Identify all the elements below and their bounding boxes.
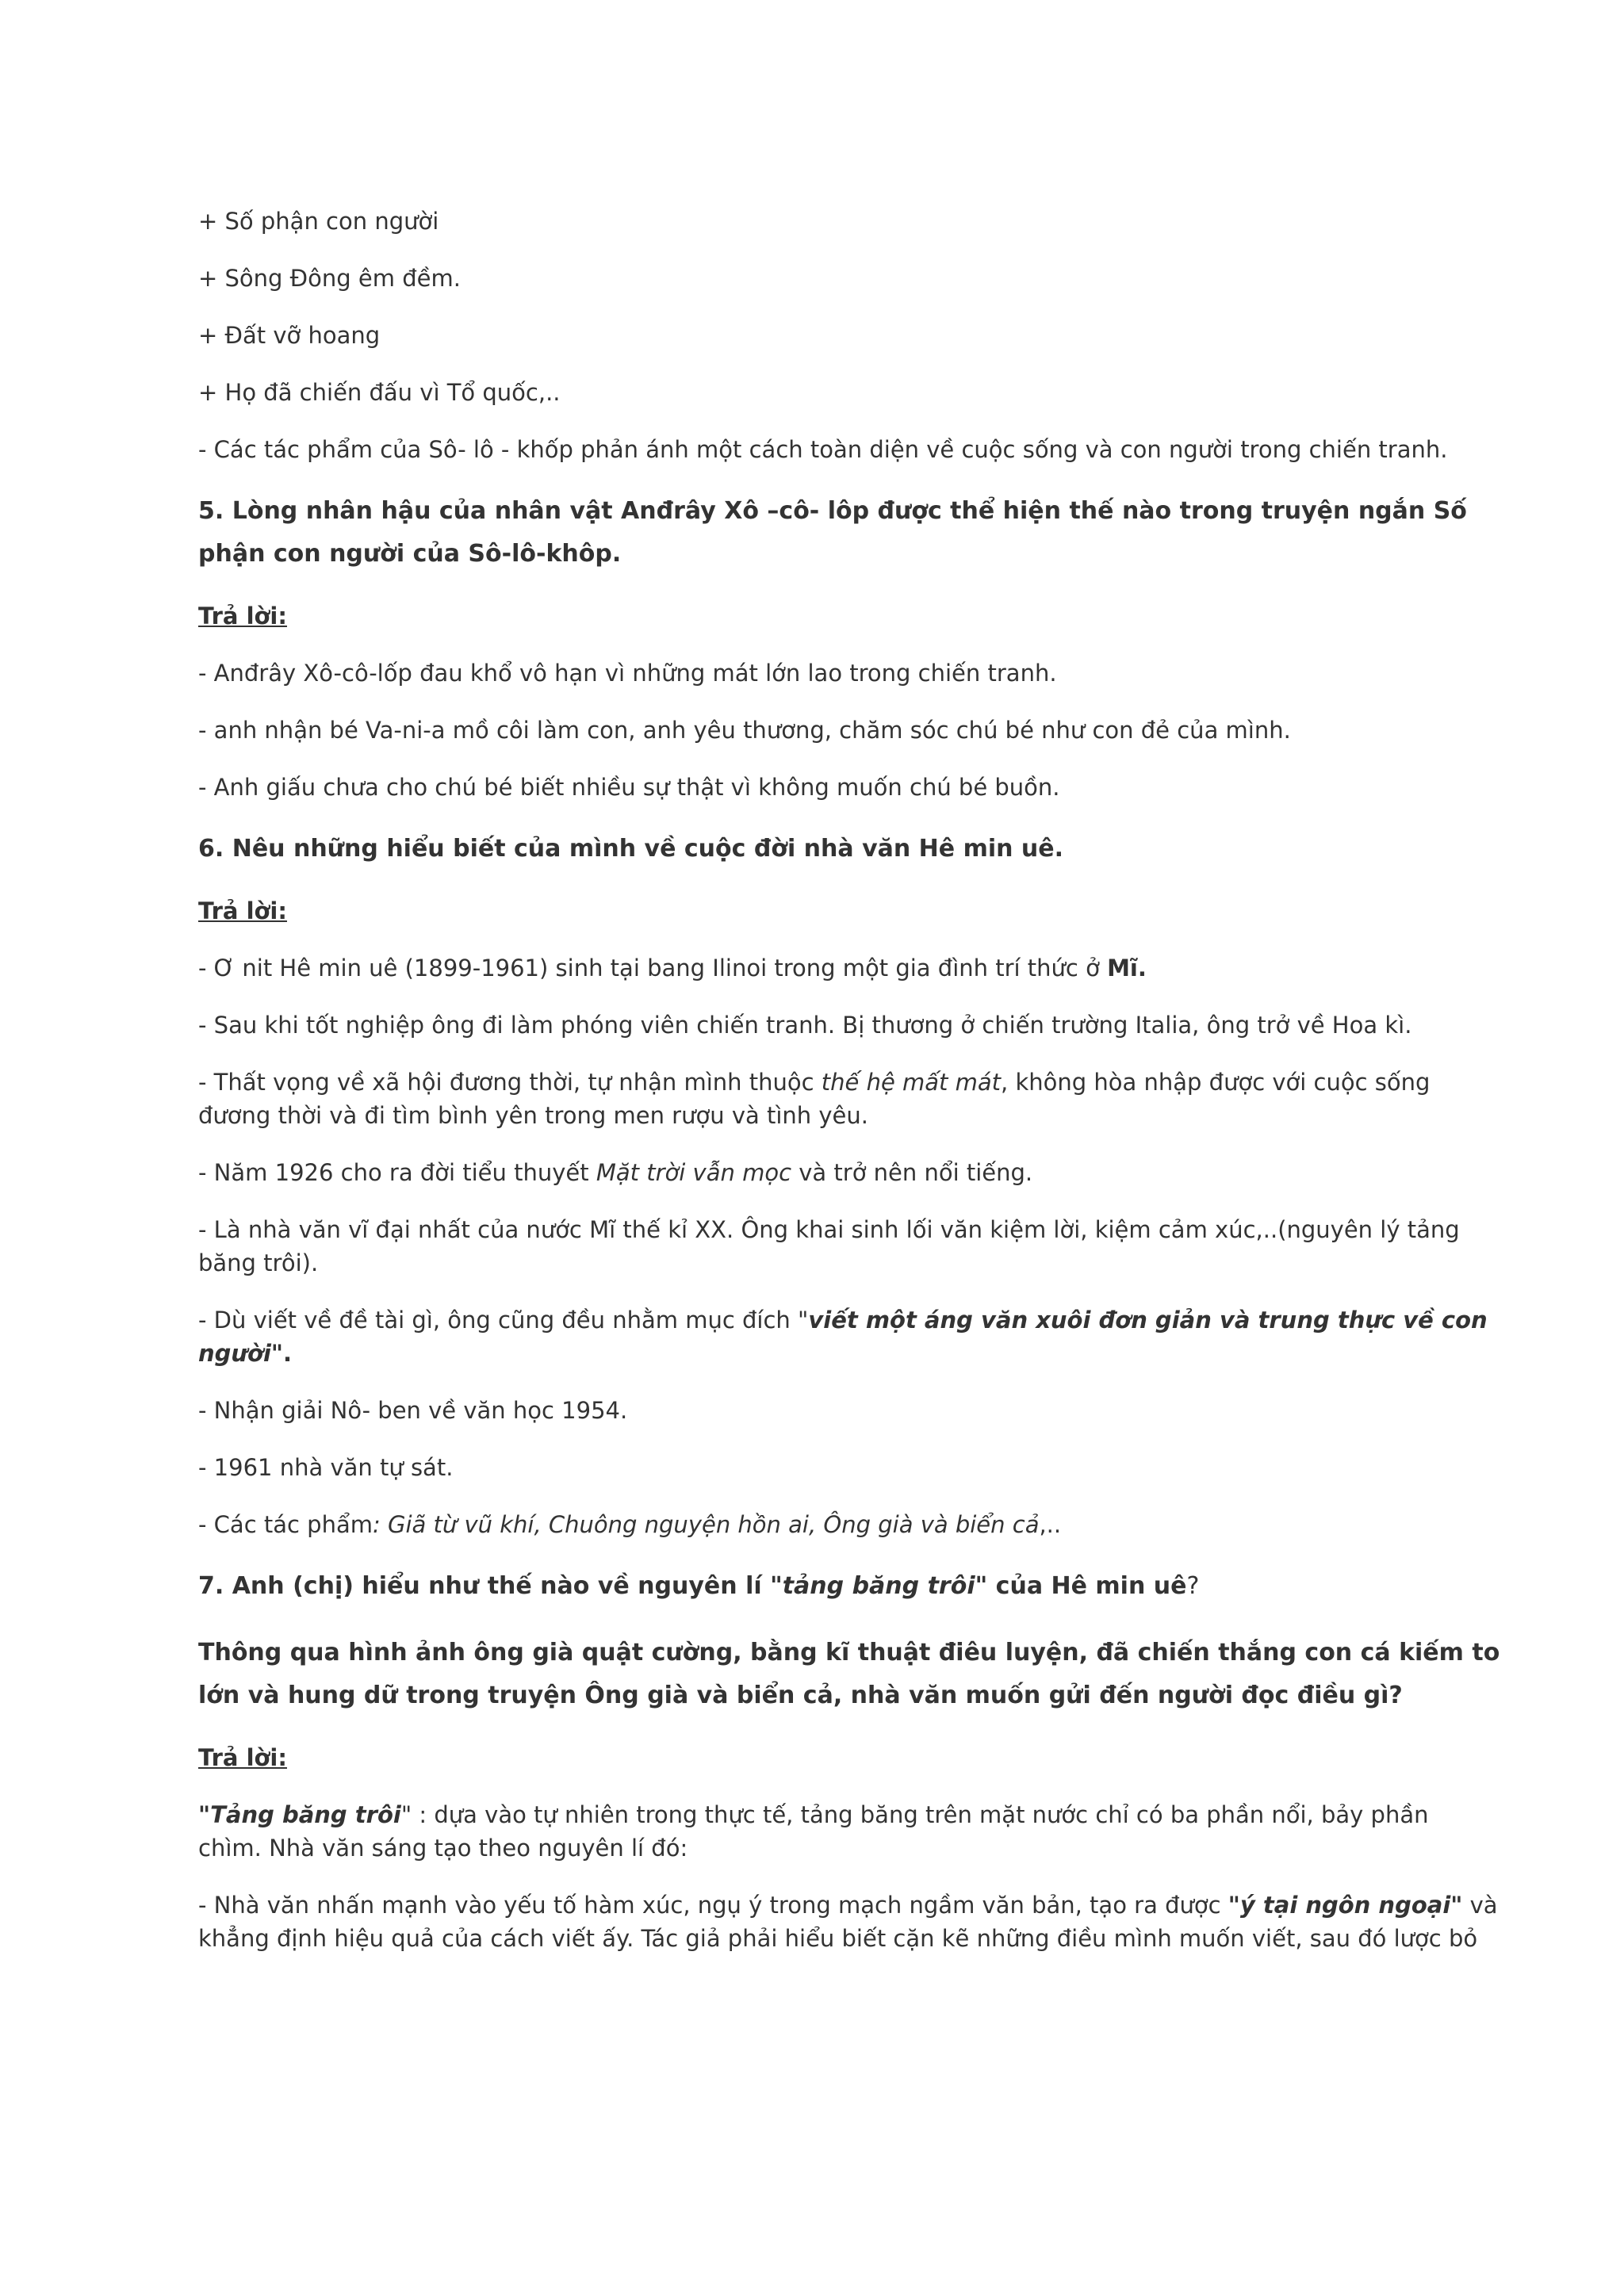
paragraph-continuation: chìm. Nhà văn sáng tạo theo nguyên lí đó:	[198, 1835, 688, 1862]
paragraph	[198, 1156, 1505, 1189]
question-line: phận con người của Sô-lô-khôp.	[198, 540, 622, 568]
answer-label: Trả lời:	[198, 1744, 287, 1771]
text: ,..	[1039, 1511, 1062, 1538]
paragraph-continuation: băng trôi).	[198, 1249, 319, 1276]
text: - Các tác phẩm	[198, 1511, 373, 1538]
italic-text: Mặt trời vẫn mọc	[596, 1159, 792, 1186]
question-line: 5. Lòng nhân hậu của nhân vật Anđrây Xô –cô- lôp được thể hiện thế nào trong truyện ngắn Số	[198, 497, 1467, 525]
text: ?	[1186, 1572, 1200, 1600]
answer-label: Trả lời:	[198, 897, 287, 924]
question-7-heading	[198, 1565, 1505, 1608]
paragraph	[198, 1303, 1505, 1337]
italic-text: : Giã từ vũ khí, Chuông nguyện hồn ai, Ông già và biển cả	[372, 1511, 1040, 1538]
paragraph: - Nhận giải Nô- ben về văn học 1954.	[198, 1397, 628, 1424]
bold-text: Mĩ.	[1107, 955, 1147, 982]
text: - Năm 1926 cho ra đời tiểu thuyết	[198, 1159, 596, 1186]
text: - Dù viết về đề tài gì, ông cũng đều nhằm mục đích "	[198, 1307, 809, 1334]
list-item: + Họ đã chiến đấu vì Tổ quốc,..	[198, 379, 561, 406]
text: " : dựa vào tự nhiên trong thực tế, tảng băng trên mặt nước chỉ có ba phần nổi, bảy phần	[400, 1801, 1429, 1828]
paragraph: - Anh giấu chưa cho chú bé biết nhiều sự thật vì không muốn chú bé buồn.	[198, 774, 1060, 801]
paragraph: - Sau khi tốt nghiệp ông đi làm phóng viên chiến tranh. Bị thương ở chiến trường Italia, ông trở về Hoa kì.	[198, 1012, 1412, 1039]
bold-italic-text: viết một áng văn xuôi đơn giản và trung thực về con	[808, 1307, 1488, 1334]
paragraph: - Các tác phẩm của Sô- lô - khốp phản ánh một cách toàn diện về cuộc sống và con người trong chiến tranh.	[198, 436, 1448, 463]
list-item: + Số phận con người	[198, 208, 439, 235]
bold-italic-text: "ý tại ngôn ngoại"	[1228, 1892, 1463, 1919]
text: của Hê min uê	[987, 1572, 1187, 1600]
paragraph	[198, 1888, 1505, 1922]
paragraph: - anh nhận bé Va-ni-a mồ côi làm con, anh yêu thương, chăm sóc chú bé như con đẻ của mình.	[198, 717, 1291, 744]
list-item: + Đất vỡ hoang	[198, 322, 381, 349]
paragraph	[198, 951, 1505, 985]
list-item: + Sông Đông êm đềm.	[198, 265, 461, 292]
question-6-heading: 6. Nêu những hiểu biết của mình về cuộc đời nhà văn Hê min uê.	[198, 835, 1064, 863]
bold-italic-text: "Tảng băng trôi	[198, 1801, 401, 1828]
question-line: lớn và hung dữ trong truyện Ông già và biển cả, nhà văn muốn gửi đến người đọc điều gì?	[198, 1682, 1403, 1709]
paragraph: - Anđrây Xô-cô-lốp đau khổ vô hạn vì những mát lớn lao trong chiến tranh.	[198, 660, 1057, 687]
paragraph: - Là nhà văn vĩ đại nhất của nước Mĩ thế kỉ XX. Ông khai sinh lối văn kiệm lời, kiệm cảm xúc,..(nguyên lý tảng	[198, 1216, 1460, 1243]
text: - Thất vọng về xã hội đương thời, tự nhận mình thuộc	[198, 1069, 822, 1096]
question-line: Thông qua hình ảnh ông già quật cường, bằng kĩ thuật điêu luyện, đã chiến thắng con cá kiếm to	[198, 1639, 1500, 1667]
bold-italic-text: người	[198, 1340, 271, 1367]
paragraph	[198, 1066, 1505, 1099]
paragraph-continuation: khẳng định hiệu quả của cách viết ấy. Tác giả phải hiểu biết cặn kẽ những điều mình muốn viết, sau đó lược bỏ	[198, 1925, 1478, 1952]
bold-italic-text: tảng băng trôi"	[782, 1572, 988, 1600]
paragraph: - 1961 nhà văn tự sát.	[198, 1454, 454, 1481]
question-7-subheading	[198, 1632, 1505, 1717]
paragraph	[198, 1508, 1505, 1541]
text: và trở nên nổi tiếng.	[791, 1159, 1033, 1186]
paragraph-continuation: đương thời và đi tìm bình yên trong men rượu và tình yêu.	[198, 1102, 868, 1129]
text: , không hòa nhập được với cuộc sống	[1001, 1069, 1431, 1096]
bold-text: ".	[270, 1340, 293, 1367]
answer-label: Trả lời:	[198, 603, 287, 629]
text: 7. Anh (chị) hiểu như thế nào về nguyên lí "	[198, 1572, 783, 1600]
text: - Ơ nit Hê min uê (1899-1961) sinh tại bang Ilinoi trong một gia đình trí thức ở	[198, 955, 1108, 982]
paragraph	[198, 1798, 1505, 1831]
italic-text: thế hệ mất mát	[821, 1069, 1002, 1096]
question-5-heading	[198, 490, 1505, 576]
paragraph-continuation	[198, 1337, 1505, 1370]
text: - Nhà văn nhấn mạnh vào yếu tố hàm xúc, ngụ ý trong mạch ngầm văn bản, tạo ra được	[198, 1892, 1228, 1919]
text: và	[1462, 1892, 1498, 1919]
